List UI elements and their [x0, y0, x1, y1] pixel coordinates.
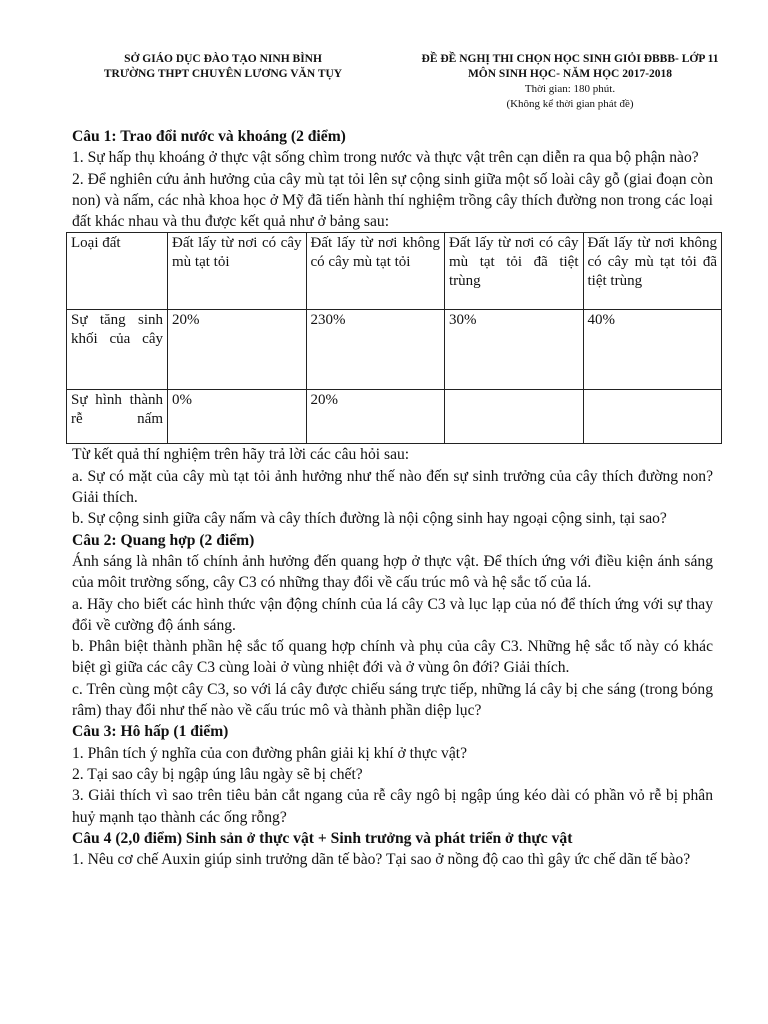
table-cell [445, 390, 584, 444]
question-1-part-1: 1. Sự hấp thụ khoáng ở thực vật sống chìm trong nước và thực vật trên cạn diễn ra qua bộ phận nào? [72, 149, 699, 167]
table-cell: 230% [306, 310, 445, 390]
question-3-part-3: 3. Giải thích vì sao trên tiêu bản cắt ngang của rễ cây ngô bị ngập úng kéo dài có phần vỏ rễ bị phân huỷ mạnh tạo thành các ống rỗng? [72, 787, 713, 826]
table-cell: Đất lấy từ nơi không có cây mù tạt tỏi [306, 233, 445, 310]
school-name: TRƯỜNG THPT CHUYÊN LƯƠNG VĂN TỤY [103, 68, 343, 80]
question-1-a: a. Sự có mặt của cây mù tạt tỏi ảnh hưởng như thế nào đến sự sinh trưởng của cây thích đường non? Giải thích. [72, 467, 713, 507]
document-header [60, 52, 718, 122]
exam-subject: MÔN SINH HỌC- NĂM HỌC 2017-2018 [467, 68, 673, 80]
question-2-title: Câu 2: Quang hợp (2 điểm) [72, 531, 255, 549]
table-cell [583, 390, 722, 444]
school-info [78, 52, 368, 82]
table-cell: Sự hình thành rễ nấm [67, 390, 168, 444]
table-cell: Sự tăng sinh khối của cây [67, 310, 168, 390]
exam-content [71, 126, 717, 870]
exam-time: Thời gian: 180 phút. [524, 83, 616, 95]
table-cell: 0% [168, 390, 307, 444]
department-name: SỞ GIÁO DỤC ĐÀO TẠO NINH BÌNH [124, 53, 322, 65]
table-cell: Đất lấy từ nơi không có cây mù tạt tỏi đã tiệt trùng [583, 233, 722, 310]
question-1-title: Câu 1: Trao đổi nước và khoáng (2 điểm) [72, 128, 346, 145]
table-row [67, 390, 722, 444]
question-1-instruction: Từ kết quả thí nghiệm trên hãy trả lời các câu hỏi sau: [72, 446, 410, 464]
question-2-b: b. Phân biệt thành phần hệ sắc tố quang hợp chính và phụ của cây C3. Những hệ sắc tố này có khác biệt gì giữa các cây C3 cùng loài ở vùng nhiệt đới và ở vùng ôn đới? Giải thích. [72, 638, 713, 677]
table-cell: 20% [306, 390, 445, 444]
question-2-a: a. Hãy cho biết các hình thức vận động chính của lá cây C3 và lục lạp của nó để thích ứng với sự thay đổi về cường độ ánh sáng. [72, 595, 713, 634]
exam-note: (Không kể thời gian phát đề) [506, 98, 634, 110]
exam-title: ĐỀ ĐỀ NGHỊ THI CHỌN HỌC SINH GIỎI ĐBBB- LỚP 11 [421, 53, 719, 65]
table-cell: 30% [445, 310, 584, 390]
question-3-part-2: 2. Tại sao cây bị ngập úng lâu ngày sẽ bị chết? [72, 765, 363, 783]
question-1-part-2: 2. Để nghiên cứu ảnh hưởng của cây mù tạt tỏi lên sự cộng sinh giữa một số loài cây gỗ (giai đoạn còn non) và nấm, các nhà khoa học ở Mỹ đã tiến hành thí nghiệm trồng cây thích đường non trong các loại đất khác nhau và thu được kết quả như ở bảng sau: [72, 170, 713, 231]
table-cell: Loại đất [67, 233, 168, 310]
question-3-title: Câu 3: Hô hấp (1 điểm) [72, 723, 229, 741]
table-cell: 20% [168, 310, 307, 390]
results-table [66, 232, 722, 444]
table-cell: Đất lấy từ nơi có cây mù tạt tỏi đã tiệt trùng [445, 233, 584, 310]
question-3-part-1: 1. Phân tích ý nghĩa của con đường phân giải kị khí ở thực vật? [72, 744, 467, 762]
question-2-c: c. Trên cùng một cây C3, so với lá cây được chiếu sáng trực tiếp, những lá cây bị che sáng (trong bóng râm) thay đổi như thế nào về cấu trúc mô và thành phần diệp lục? [72, 680, 713, 720]
table-cell: Đất lấy từ nơi có cây mù tạt tỏi [168, 233, 307, 310]
table-row [67, 310, 722, 390]
question-4-part-1: 1. Nêu cơ chế Auxin giúp sinh trưởng dãn tế bào? Tại sao ở nồng độ cao thì gây ức chế dãn tế bào? [72, 851, 691, 869]
table-header-row [67, 233, 722, 310]
question-4-title: Câu 4 (2,0 điểm) Sinh sản ở thực vật + Sinh trưởng và phát triển ở thực vật [72, 829, 573, 847]
table-cell: 40% [583, 310, 722, 390]
exam-info [390, 52, 750, 112]
question-2-intro: Ánh sáng là nhân tố chính ảnh hưởng đến quang hợp ở thực vật. Để thích ứng với điều kiện ánh sáng của môit trường sống, cây C3 có những thay đổi về cấu trúc mô và hệ sắc tố của lá. [72, 552, 713, 592]
question-1-b: b. Sự cộng sinh giữa cây nấm và cây thích đường là nội cộng sinh hay ngoại cộng sinh, tại sao? [72, 510, 667, 528]
